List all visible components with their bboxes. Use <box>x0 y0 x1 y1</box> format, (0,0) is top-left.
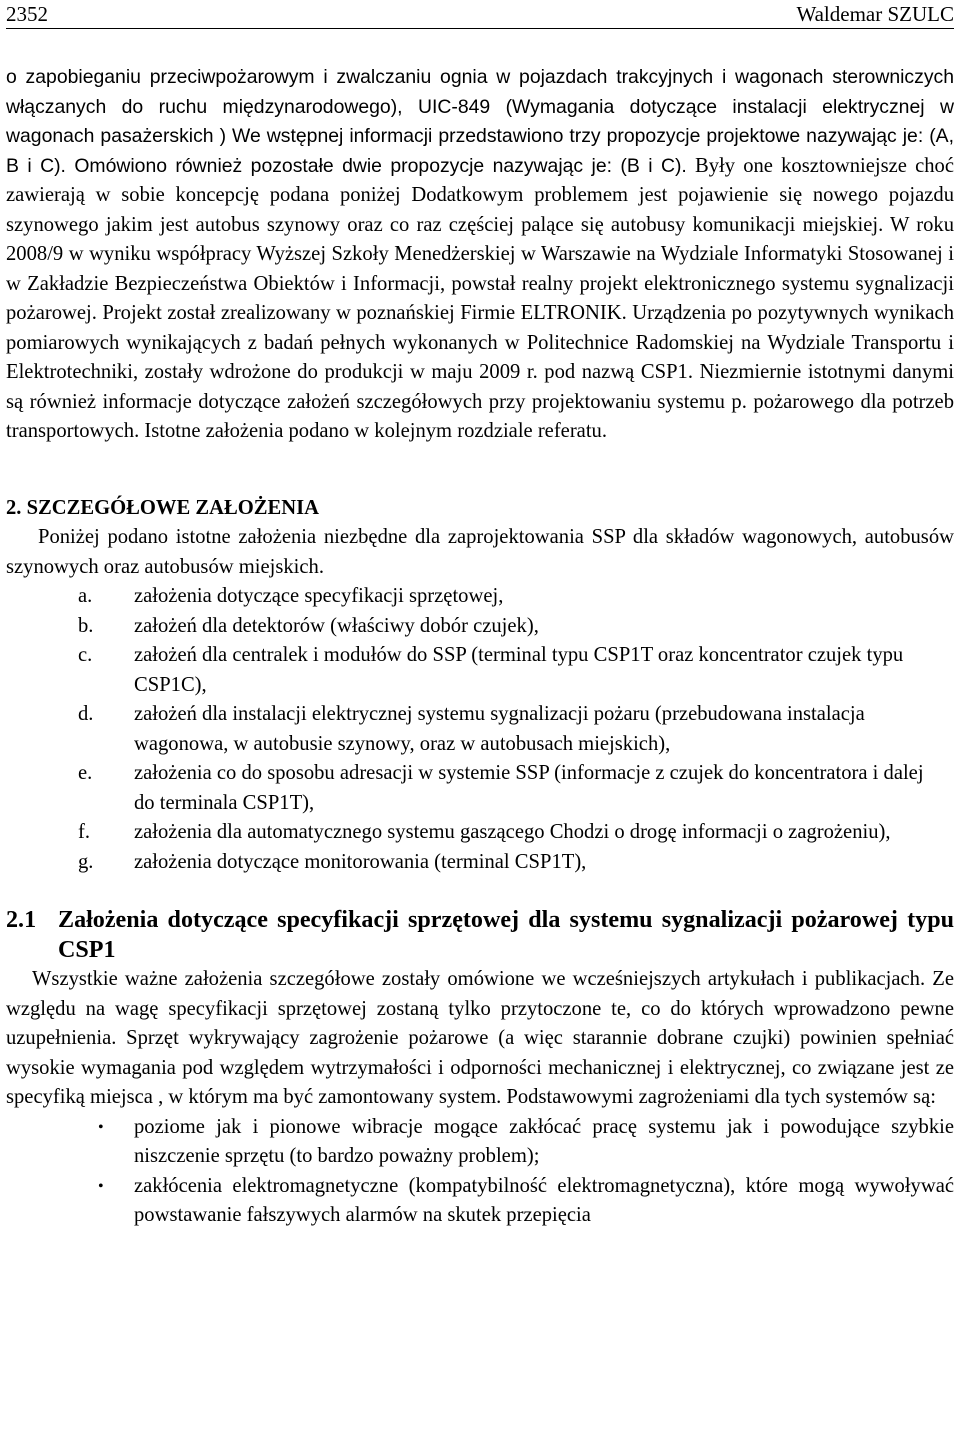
section-2-heading: 2. SZCZEGÓŁOWE ZAŁOŻENIA <box>6 496 319 519</box>
list-marker: a. <box>78 585 93 607</box>
list-item <box>6 612 954 642</box>
list-item-text: założenia dotyczące monitorowania (terminal CSP1T), <box>134 850 587 873</box>
page-header <box>6 0 954 29</box>
list-marker: e. <box>78 762 93 784</box>
list-marker: g. <box>78 850 94 873</box>
list-item-text: założeń dla instalacji elektrycznej systemu sygnalizacji pożaru (przebudowana instalacja wagonowa, w autobusie szynowy, oraz w autobusach miejskich), <box>134 703 865 755</box>
section-2-1-title: Założenia dotyczące specyfikacji sprzętowej dla systemu sygnalizacji pożarowej typu CSP1 <box>58 907 954 963</box>
section-2-intro: Poniżej podano istotne założenia niezbędne dla zaprojektowania SSP dla składów wagonowych, autobusów szynowych oraz autobusów miejskich. <box>6 526 954 578</box>
section-2-1-number: 2.1 <box>6 907 37 933</box>
bullet-icon: • <box>98 1118 104 1136</box>
intro-sans-text: o zapobieganiu przeciwpożarowym i zwalczaniu ognia w pojazdach trakcyjnych i wagonach sterowniczych włączanych do ruchu międzynarodowego), UIC-849 (Wymagania dotyczące instalacji elektrycznej w wagonach pasażerskich ) We wstępnej informacji przedstawiono trzy propozycje projektowe nazywając je: (A, B i C). Omówiono również pozostałe dwie propozycje nazywając je: (B i C). <box>6 66 954 177</box>
section-2-1-heading <box>6 906 954 965</box>
assumptions-list <box>6 582 954 877</box>
list-item-text: założenia dotyczące specyfikacji sprzętowej, <box>134 585 504 607</box>
section-2-1-body: Wszystkie ważne założenia szczegółowe zostały omówione we wcześniejszych artykułach i publikacjach. Ze względu na wagę specyfikacji sprzętowej zostaną tylko przytoczone te, co do których wprowadzono pewne uzupełnienia. Sprzęt wykrywający zagrożenie pożarowe (a więc starannie dobrane czujki) powinien spełniać wysokie wymagania pod względem wytrzymałości i odporności mechanicznej i elektrycznej, co związane jest ze specyfiką miejsca , w którym ma być zamontowany system. Podstawowymi zagrożeniami dla tych systemów są: <box>6 968 954 1108</box>
list-item <box>6 1172 954 1231</box>
list-item <box>6 641 954 700</box>
list-marker: d. <box>78 703 94 725</box>
intro-serif-text: Były one kosztowniejsze choć zawierają w sobie koncepcję podana poniżej Dodatkowym problemem jest pojawienie się nowego pojazdu szynowego jakim jest autobus szynowy oraz co raz częściej palące się autobusy komunikacji miejskiej. W roku 2008/9 w wyniku współpracy Wyższej Szkoły Menedżerskiej w Warszawie na Wydziale Informatyki Stosowanej i w Zakładzie Bezpieczeństwa Obiektów i Informacji, powstał realny projekt elektronicznego systemu sygnalizacji pożarowej. Projekt został zrealizowany w poznańskiej Firmie ELTRONIK. Urządzenia po pozytywnych wynikach pomiarowych wynikających z badań pełnych wykonanych w Politechnice Radomskiej na Wydziale Transportu i Elektrotechniki, zostały wdrożone do produkcji w maju 2009 r. pod nazwą CSP1. Niezmiernie istotnymi danymi są również informacje dotyczące założeń szczegółowych przy projektowaniu systemu p. pożarowego dla potrzeb transportowych. Istotne założenia podano w kolejnym rozdziale referatu. <box>6 154 954 442</box>
list-marker: b. <box>78 614 94 637</box>
list-item <box>6 582 954 612</box>
list-item-text: założeń dla detektorów (właściwy dobór czujek), <box>134 614 539 637</box>
list-item <box>6 1113 954 1172</box>
threats-list <box>6 1113 954 1231</box>
list-item-text: założenia dla automatycznego systemu gaszącego Chodzi o drogę informacji o zagrożeniu), <box>134 821 891 843</box>
list-item <box>6 759 954 818</box>
document-page <box>6 0 954 1231</box>
list-item-text: poziome jak i pionowe wibracje mogące zakłócać pracę systemu jak i powodujące szybkie niszczenie sprzętu (to bardzo poważny problem); <box>134 1115 954 1167</box>
list-item-text: założenia co do sposobu adresacji w systemie SSP (informacje z czujek do koncentratora i dalej do terminala CSP1T), <box>134 762 924 814</box>
list-item <box>6 848 954 878</box>
page-number: 2352 <box>6 2 48 26</box>
list-item <box>6 818 954 848</box>
intro-paragraph <box>6 63 954 447</box>
list-item <box>6 700 954 759</box>
author-name: Waldemar SZULC <box>796 2 954 26</box>
list-item-text: zakłócenia elektromagnetyczne (kompatybilność elektromagnetyczna), które mogą wywoływać powstawanie fałszywych alarmów na skutek przepięcia <box>134 1174 954 1226</box>
list-item-text: założeń dla centralek i modułów do SSP (terminal typu CSP1T oraz koncentrator czujek typu CSP1C), <box>134 644 904 696</box>
list-marker: c. <box>78 644 93 666</box>
list-marker: f. <box>78 821 91 843</box>
bullet-icon: • <box>98 1177 104 1195</box>
